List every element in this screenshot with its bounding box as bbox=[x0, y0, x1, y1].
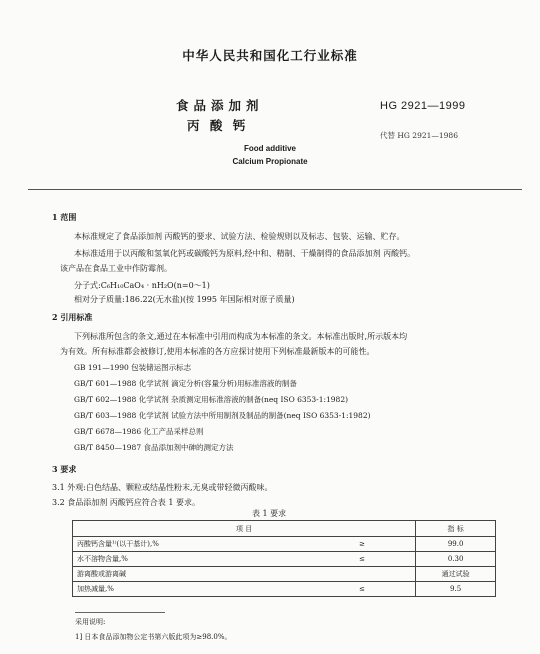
cell-item: 游离酸或游离碱 bbox=[73, 567, 310, 582]
requirement-3-2: 3.2 食品添加剂 丙酸钙应符合表 1 要求。 bbox=[52, 498, 200, 507]
cell-item: 丙酸钙含量¹⁾(以干基计),% bbox=[73, 537, 310, 552]
header-item: 项 目 bbox=[73, 521, 416, 537]
molecular-mass: 相对分子质量:186.22(无水盐)(按 1995 年国际相对原子质量) bbox=[74, 295, 295, 304]
reference-item: GB/T 602—1988 化学试剂 杂质测定用标准溶液的制备(neq ISO 6353-1:1982) bbox=[74, 395, 349, 404]
cell-value: 通过试验 bbox=[416, 567, 496, 582]
section-2-para-1: 下列标准所包含的条文,通过在本标准中引用而构成为本标准的条文。本标准出版时,所示版本均 bbox=[74, 332, 408, 341]
table-header-row bbox=[73, 521, 496, 537]
molecular-formula: 分子式:C₆H₁₀CaO₄ · nH₂O(n=0～1) bbox=[74, 281, 210, 290]
cell-operator bbox=[309, 567, 416, 582]
section-1-heading: 1 范围 bbox=[52, 212, 77, 222]
section-1-para-1: 本标准规定了食品添加剂 丙酸钙的要求、试验方法、检验规则以及标志、包装、运输、贮存。 bbox=[74, 232, 405, 241]
header-divider bbox=[28, 189, 522, 190]
reference-item: GB/T 6678—1986 化工产品采样总则 bbox=[74, 427, 204, 436]
table-row bbox=[73, 537, 496, 552]
section-2-heading: 2 引用标准 bbox=[52, 312, 93, 322]
reference-item: GB/T 8450—1987 食品添加剂中砷的测定方法 bbox=[74, 443, 234, 452]
reference-item: GB 191—1990 包装储运图示标志 bbox=[74, 363, 192, 372]
cell-value: 99.0 bbox=[416, 537, 496, 552]
notes-divider bbox=[75, 612, 165, 613]
english-title-line2: Calcium Propionate bbox=[232, 157, 308, 166]
standard-type-header: 中华人民共和国化工行业标准 bbox=[182, 48, 358, 63]
requirement-3-1: 3.1 外观:白色结晶、颗粒或结晶性粉末,无臭或带轻微丙酸味。 bbox=[52, 483, 273, 492]
cell-value: 0.30 bbox=[416, 552, 496, 567]
section-3-heading: 3 要求 bbox=[52, 464, 77, 474]
title-line1: 食品添加剂 bbox=[176, 98, 264, 113]
section-1-para-2-cont: 该产品在食品工业中作防霉剂。 bbox=[60, 264, 172, 273]
supersedes-note: 代替 HG 2921—1986 bbox=[380, 131, 458, 140]
standard-code: HG 2921—1999 bbox=[380, 100, 466, 112]
notes-title: 采用说明: bbox=[75, 618, 106, 626]
cell-item: 加热减量,% bbox=[73, 582, 310, 597]
table-row bbox=[73, 582, 496, 597]
reference-item: GB/T 601—1988 化学试剂 滴定分析(容量分析)用标准溶液的制备 bbox=[74, 379, 297, 388]
cell-operator: ≤ bbox=[309, 582, 416, 597]
cell-operator: ≤ bbox=[309, 552, 416, 567]
section-1-para-2: 本标准适用于以丙酸和氢氧化钙或碳酸钙为原料,经中和、精制、干燥制得的食品添加剂 丙酸钙。 bbox=[74, 249, 416, 258]
cell-value: 9.5 bbox=[416, 582, 496, 597]
english-title-line1: Food additive bbox=[244, 144, 296, 153]
table-row bbox=[73, 552, 496, 567]
table-caption: 表 1 要求 bbox=[252, 509, 287, 518]
table-row bbox=[73, 567, 496, 582]
cell-item: 水不溶物含量,% bbox=[73, 552, 310, 567]
header-index: 指 标 bbox=[416, 521, 496, 537]
cell-operator: ≥ bbox=[309, 537, 416, 552]
requirements-table bbox=[72, 520, 496, 597]
reference-item: GB/T 603—1988 化学试剂 试验方法中所用制剂及制品的制备(neq ISO 6353-1:1982) bbox=[74, 411, 371, 420]
footnote-1: 1] 日本食品添加物公定书第六版此项为≥98.0%。 bbox=[75, 633, 232, 641]
title-line2: 丙 酸 钙 bbox=[187, 118, 249, 133]
section-2-para-1-cont: 为有效。所有标准都会被修订,使用本标准的各方应探讨使用下列标准最新版本的可能性。 bbox=[60, 347, 375, 356]
